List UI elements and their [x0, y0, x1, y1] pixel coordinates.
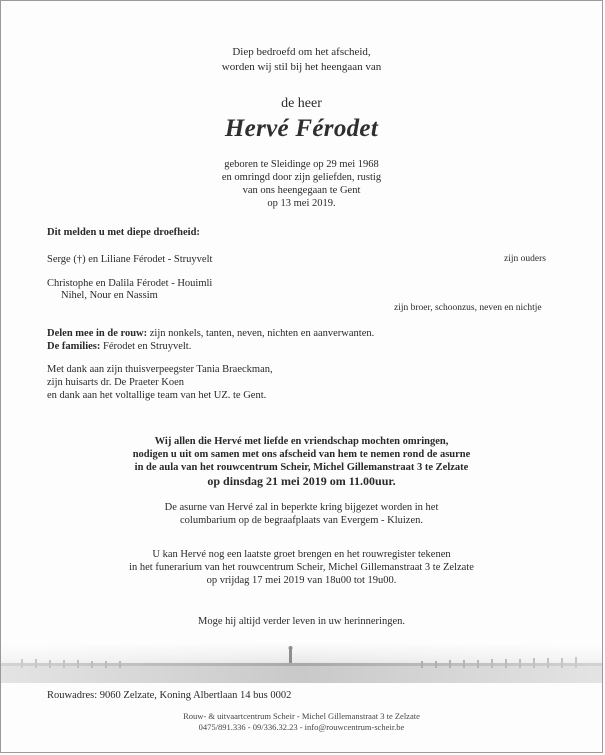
parents: Serge (†) en Liliane Férodet - Struyvelt: [47, 254, 213, 265]
families-line: [47, 340, 191, 354]
invite-line-3: in de aula van het rouwcentrum Scheir, Michel Gillemanstraat 3 te Zelzate: [134, 462, 469, 473]
families-text: Férodet en Struyvelt.: [100, 341, 192, 352]
children: Nihel, Nour en Nassim: [61, 290, 158, 301]
parents-note: zijn ouders: [504, 254, 546, 264]
mourning-address: Rouwadres: 9060 Zelzate, Koning Albertlaan 14 bus 0002: [47, 690, 292, 701]
birth-line-4: op 13 mei 2019.: [267, 198, 336, 209]
urn-line-2: columbarium op de begraafplaats van Evergem - Kluizen.: [180, 515, 423, 526]
birth-line-2: en omringd door zijn geliefden, rustig: [221, 172, 382, 183]
thanks-line-2: zijn huisarts dr. De Praeter Koen: [47, 377, 185, 388]
mourning-text: zijn nonkels, tanten, neven, nichten en aanverwanten.: [147, 328, 375, 339]
intro-line-1: Diep bedroefd om het afscheid,: [232, 46, 371, 58]
birth-line-3: van ons heengegaan te Gent: [242, 185, 361, 196]
sibling: Christophe en Dalila Férodet - Houimli: [47, 278, 213, 289]
visit-line-1: U kan Hervé nog een laatste groet brengen en het rouwregister tekenen: [152, 549, 451, 560]
visit-line-3: op vrijdag 17 mei 2019 van 18u00 tot 19u00.: [206, 575, 397, 586]
urn-line-1: De asurne van Hervé zal in beperkte kring bijgezet worden in het: [164, 502, 439, 513]
closing: Moge hij altijd verder leven in uw herinneringen.: [197, 616, 406, 627]
funeral-home-line-1: Rouw- & uitvaartcentrum Scheir - Michel Gillemanstraat 3 te Zelzate: [183, 711, 420, 721]
beach-photo: [1, 641, 602, 683]
announcement: Dit melden u met diepe droefheid:: [47, 227, 200, 238]
intro-line-2: worden wij stil bij het heengaan van: [221, 61, 382, 73]
thanks-line-1: Met dank aan zijn thuisverpeegster Tania Braeckman,: [47, 364, 273, 375]
invite-line-4: op dinsdag 21 mei 2019 om 11.00uur.: [207, 474, 396, 488]
deceased-name: Hervé Férodet: [224, 115, 379, 142]
mourning-label: Delen mee in de rouw:: [47, 328, 148, 339]
invite-line-2: nodigen u uit om samen met ons afscheid van hem te nemen rond de asurne: [132, 449, 471, 460]
visit-line-2: in het funerarium van het rouwcentrum Scheir, Michel Gillemanstraat 3 te Zelzate: [129, 562, 474, 573]
funeral-home-line-2: 0475/891.336 - 09/336.32.23 - info@rouwcentrum-scheir.be: [198, 722, 405, 732]
families-label: De families:: [47, 341, 101, 352]
birth-line-1: geboren te Sleidinge op 29 mei 1968: [224, 159, 379, 170]
sibling-note: zijn broer, schoonzus, neven en nichtje: [394, 303, 542, 313]
invite-line-1: Wij allen die Hervé met liefde en vriendschap mochten omringen,: [154, 436, 449, 447]
mourning-line: [47, 327, 374, 341]
thanks-line-3: en dank aan het voltallige team van het UZ. te Gent.: [47, 390, 267, 401]
title: de heer: [281, 96, 322, 111]
